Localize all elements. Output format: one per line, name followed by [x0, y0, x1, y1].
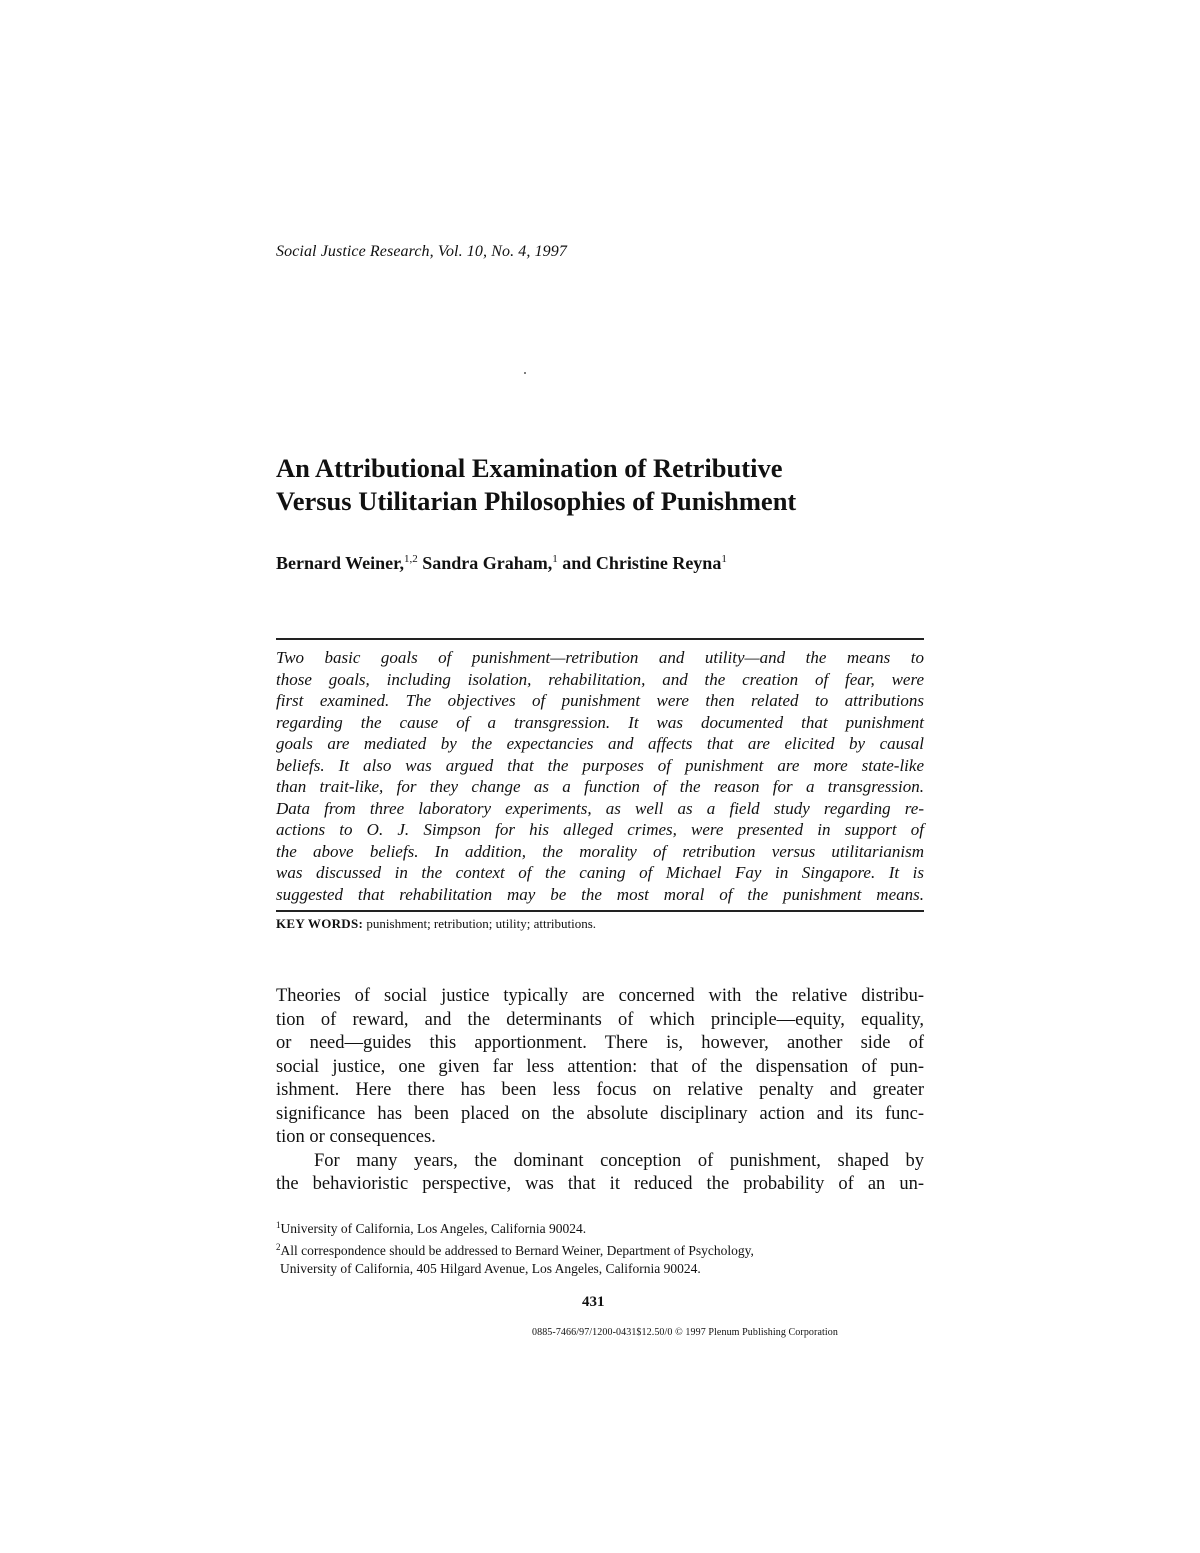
body-line: Theories of social justice typically are concerned with the relative distribu- [276, 986, 924, 1006]
body-line: or need—guides this apportionment. There is, however, another side of [276, 1033, 924, 1053]
abstract-line: the above beliefs. In addition, the morality of retribution versus utilitarianism [276, 841, 924, 861]
abstract-line: than trait-like, for they change as a function of the reason for a transgression. [276, 777, 924, 796]
body-line: ishment. Here there has been less focus on relative penalty and greater [276, 1080, 924, 1100]
author-affiliation-mark: 1 [552, 553, 558, 565]
title-line-2: Versus Utilitarian Philosophies of Punishment [276, 486, 797, 516]
footnote-continuation [276, 1260, 924, 1278]
body-line: the behavioristic perspective, was that it reduced the probability of an un- [276, 1174, 924, 1194]
body-line: For many years, the dominant conception of punishment, shaped by [314, 1150, 924, 1171]
body-line: tion or consequences. [276, 1127, 436, 1147]
page-number: 431 [582, 1294, 605, 1310]
abstract-line: beliefs. It also was argued that the purposes of punishment are more state-like [276, 755, 924, 775]
author-list [276, 553, 727, 574]
title-line-1: An Attributional Examination of Retributive [276, 453, 783, 483]
abstract [276, 647, 924, 905]
journal-citation: Social Justice Research, Vol. 10, No. 4, 1997 [276, 243, 567, 260]
copyright-line: 0885-7466/97/1200-0431$12.50/0 © 1997 Plenum Publishing Corporation [532, 1327, 838, 1338]
footnote-mark: 1 [276, 1220, 281, 1230]
abstract-line: regarding the cause of a transgression. It was documented that punishment [276, 712, 924, 732]
abstract-bottom-rule [276, 910, 924, 912]
author-affiliation-mark: 1 [721, 553, 727, 565]
stray-mark [524, 372, 526, 374]
footnote-text: University of California, Los Angeles, California 90024. [280, 1221, 587, 1236]
abstract-top-rule [276, 638, 924, 640]
abstract-line: goals are mediated by the expectancies and affects that are elicited by causal [276, 734, 924, 753]
footnote-mark: 2 [276, 1242, 281, 1252]
abstract-line: those goals, including isolation, rehabilitation, and the creation of fear, were [276, 669, 924, 689]
keywords-text: punishment; retribution; utility; attributions. [366, 916, 597, 931]
keywords [276, 916, 596, 932]
footnote-text: All correspondence should be addressed to Bernard Weiner, Department of Psychology, [280, 1243, 754, 1258]
body-line: tion of reward, and the determinants of which principle—equity, equality, [276, 1009, 924, 1030]
footnote [276, 1238, 924, 1260]
abstract-line: actions to O. J. Simpson for his alleged crimes, were presented in support of [276, 820, 924, 839]
footnote [276, 1216, 924, 1238]
author-name: and Christine Reyna [562, 553, 722, 573]
author-name: Bernard Weiner, [276, 553, 405, 573]
abstract-line: first examined. The objectives of punishment were then related to attributions [276, 691, 924, 710]
author-affiliation-mark: 1,2 [404, 553, 418, 565]
abstract-line: Two basic goals of punishment—retribution and utility—and the means to [276, 648, 924, 667]
body-line: significance has been placed on the absolute disciplinary action and its func- [276, 1103, 924, 1124]
body-text [276, 985, 924, 1197]
footnotes [276, 1216, 924, 1278]
author-name: Sandra Graham, [422, 553, 553, 573]
keywords-label: KEY WORDS: [276, 916, 364, 931]
abstract-line: suggested that rehabilitation may be the most moral of the punishment means. [276, 884, 924, 904]
abstract-line: was discussed in the context of the caning of Michael Fay in Singapore. It is [276, 863, 924, 882]
abstract-line: Data from three laboratory experiments, as well as a field study regarding re- [276, 798, 924, 818]
body-line: social justice, one given far less attention: that of the dispensation of pun- [276, 1056, 924, 1077]
article-title [276, 452, 976, 518]
footnote-text: University of California, 405 Hilgard Avenue, Los Angeles, California 90024. [280, 1261, 701, 1276]
